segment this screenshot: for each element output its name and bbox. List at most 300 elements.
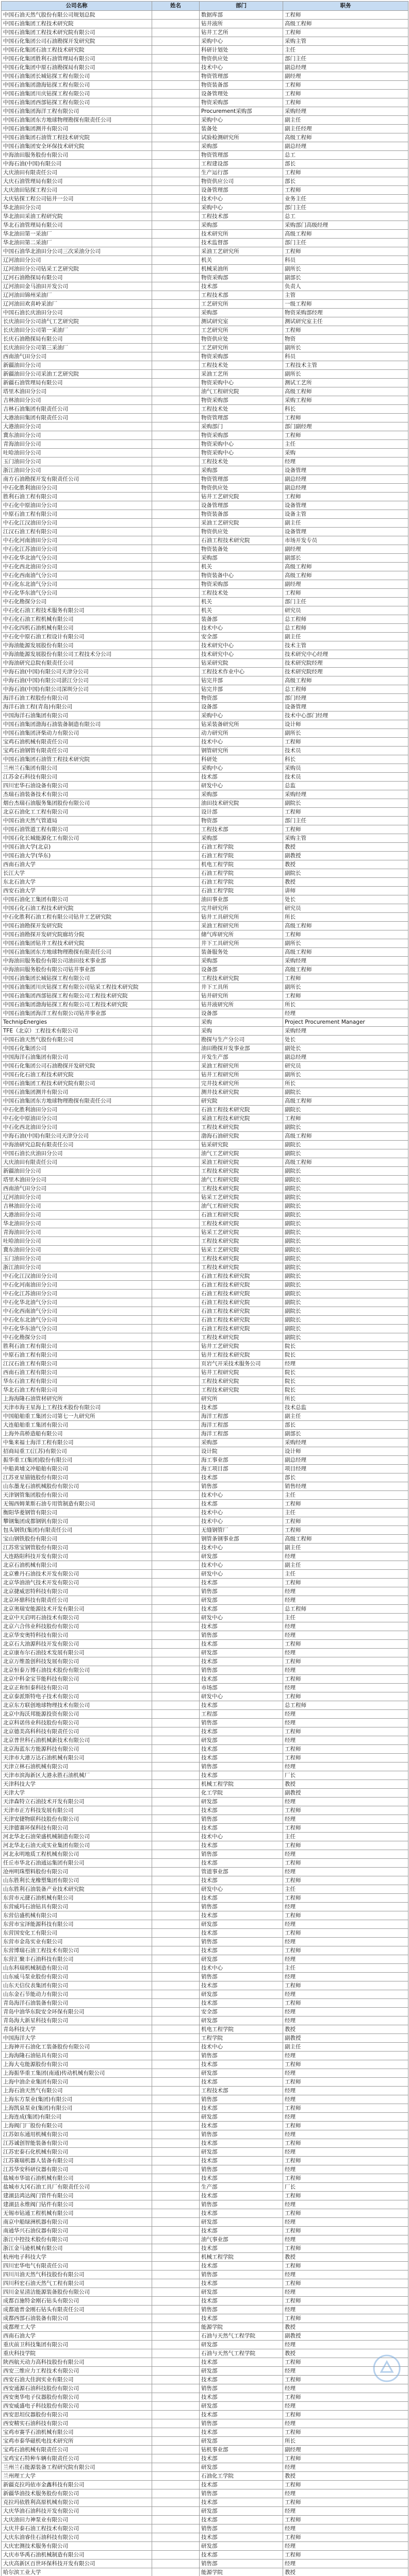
department-cell: 石油工程技术研究院: [200, 1106, 283, 1114]
department-cell: 工程技术研究院: [200, 1333, 283, 1342]
company-cell: 海洋石油工程股份有限公司: [2, 694, 152, 703]
position-cell: 经理: [283, 2463, 408, 2472]
company-cell: 江苏亚星锚链股份有限公司: [2, 1473, 152, 1482]
department-cell: 物资管理部: [200, 72, 283, 81]
position-cell: 经理: [283, 1736, 408, 1745]
table-row: [2, 1894, 408, 1903]
company-cell: 中国海洋大学: [2, 2034, 152, 2043]
company-cell: 大港油田分公司: [2, 1211, 152, 1219]
company-cell: 北京石油化工工程有限公司: [2, 808, 152, 817]
company-cell: 大庆华油石油科技开发有限公司: [2, 2507, 152, 2516]
department-cell: 技术部: [200, 2139, 283, 2148]
name-cell: [152, 1552, 200, 1561]
name-cell: [152, 63, 200, 72]
company-cell: 大庆市华禹石油机械制造有限公司: [2, 2551, 152, 2560]
position-cell: 工程师: [283, 1929, 408, 1938]
name-cell: [152, 1228, 200, 1237]
position-cell: 部门主任: [283, 817, 408, 825]
table-row: [2, 335, 408, 344]
table-row: [2, 589, 408, 598]
table-row: [2, 1824, 408, 1833]
table-row: [2, 1631, 408, 1640]
department-cell: 销售部: [200, 2052, 283, 2060]
table-row: [2, 1456, 408, 1465]
department-cell: 物资装备中心: [200, 571, 283, 580]
company-cell: 中海石油(中国)有限公司: [2, 160, 152, 168]
table-row: [2, 352, 408, 361]
department-cell: 钻井工艺所: [200, 28, 283, 37]
position-cell: 设备管理: [283, 501, 408, 510]
name-cell: [152, 1438, 200, 1447]
company-cell: 塔里木油田分公司: [2, 387, 152, 396]
table-row: [2, 1911, 408, 1920]
table-row: [2, 2016, 408, 2025]
name-cell: [152, 1001, 200, 1009]
company-cell: 北京中科金宝节能科技有限公司: [2, 1675, 152, 1684]
table-row: [2, 2139, 408, 2148]
department-cell: 石油工程学院: [200, 852, 283, 860]
table-row: [2, 843, 408, 852]
name-cell: [152, 1202, 200, 1211]
name-cell: [152, 2025, 200, 2034]
name-cell: [152, 1325, 200, 1333]
position-cell: 副院长: [283, 869, 408, 878]
position-cell: 副教授: [283, 1789, 408, 1798]
company-cell: 浙江油田分公司: [2, 466, 152, 475]
department-cell: 研发部: [200, 1736, 283, 1745]
department-cell: 销售部: [200, 1973, 283, 1981]
table-row: [2, 1841, 408, 1850]
position-cell: 副所长: [283, 344, 408, 352]
department-cell: 技术部: [200, 2411, 283, 2419]
table-row: [2, 554, 408, 563]
department-cell: 技术部: [200, 2060, 283, 2069]
position-cell: 采购经理: [283, 790, 408, 799]
company-cell: 天津科技大学: [2, 1780, 152, 1789]
department-cell: 采购部: [200, 957, 283, 965]
company-cell: 北京中天启明石油技术有限公司: [2, 1614, 152, 1622]
position-cell: 教授: [283, 2025, 408, 2034]
company-cell: 长江大学: [2, 869, 152, 878]
department-cell: 试验检测研究所: [200, 133, 283, 142]
department-cell: 技术部: [200, 2157, 283, 2165]
name-cell: [152, 2481, 200, 2489]
department-cell: 采油工程研究所: [200, 922, 283, 930]
name-cell: [152, 1088, 200, 1097]
position-cell: 所长: [283, 913, 408, 922]
department-cell: 油气工程研究院: [200, 1202, 283, 1211]
department-cell: 工艺研究所: [200, 300, 283, 309]
department-cell: 工程技术作业中心: [200, 668, 283, 676]
table-row: [2, 2428, 408, 2437]
company-cell: 兰州兰石集团有限公司: [2, 764, 152, 773]
company-cell: 河北永明地质工程机械有限公司: [2, 1850, 152, 1859]
position-cell: 副院长: [283, 1272, 408, 1281]
department-cell: 科研处: [200, 755, 283, 764]
table-row: [2, 755, 408, 764]
company-cell: 重庆前卫科技集团有限公司: [2, 2341, 152, 2349]
name-cell: [152, 2498, 200, 2507]
name-cell: [152, 1193, 200, 1202]
table-row: [2, 2463, 408, 2472]
company-cell: 中国石油华北油田分公司三次采油分公司: [2, 247, 152, 256]
position-cell: 教授: [283, 2568, 408, 2576]
company-cell: 山东胜利石油装备产业技术研究院: [2, 1885, 152, 1894]
company-cell: 吐哈油田分公司: [2, 449, 152, 457]
company-cell: 中国石油长庆油田分公司: [2, 1149, 152, 1158]
position-cell: 副所长: [283, 939, 408, 948]
position-cell: 工程师: [283, 930, 408, 939]
company-cell: 新疆石油管理局有限公司: [2, 379, 152, 387]
position-cell: 工程师: [283, 2533, 408, 2542]
department-cell: 工艺研究所: [200, 344, 283, 352]
name-cell: [152, 2174, 200, 2183]
name-cell: [152, 1044, 200, 1053]
company-cell: 上海连成(集团)有限公司: [2, 2113, 152, 2122]
department-cell: 设备部: [200, 965, 283, 974]
position-cell: 经理: [283, 2095, 408, 2104]
company-cell: 江苏诚创智能装备有限公司: [2, 2139, 152, 2148]
table-row: [2, 2306, 408, 2314]
department-cell: 物资管理部: [200, 475, 283, 484]
name-cell: [152, 965, 200, 974]
table-row: [2, 676, 408, 685]
position-cell: 高级工程师: [283, 676, 408, 685]
company-cell: 上海凯泉泵业(集团)有限公司: [2, 2104, 152, 2113]
department-cell: 物资管理部: [200, 151, 283, 160]
department-cell: 油气工程研究院: [200, 387, 283, 396]
department-cell: 石油工程技术研究院: [200, 1281, 283, 1290]
table-row: [2, 1876, 408, 1885]
name-cell: [152, 2087, 200, 2095]
department-cell: 钻完井部: [200, 676, 283, 685]
department-cell: 销售部: [200, 2165, 283, 2174]
company-cell: 中海油能源发展股份有限公司: [2, 641, 152, 650]
company-cell: 胜利石油工程有限公司: [2, 493, 152, 501]
company-cell: 青岛中油华东院安全环保有限公司: [2, 2008, 152, 2016]
company-cell: 江苏金石科技有限公司: [2, 773, 152, 782]
company-cell: 中国石化集团公司石油勘探开发研究院: [2, 37, 152, 46]
company-cell: 中国石油天然气管道局: [2, 817, 152, 825]
department-cell: 管道事业部: [200, 1868, 283, 1876]
company-cell: 西安精实石油科技有限公司: [2, 2419, 152, 2428]
position-cell: 院长: [283, 1386, 408, 1395]
company-cell: 吐哈油田分公司: [2, 1237, 152, 1246]
company-cell: 华北油田分公司: [2, 1219, 152, 1228]
table-row: [2, 186, 408, 195]
position-cell: 工程师: [283, 2314, 408, 2323]
company-cell: 中国石油管道工程有限公司: [2, 825, 152, 834]
name-cell: [152, 2419, 200, 2428]
company-cell: 中石化中原油田分公司: [2, 501, 152, 510]
position-cell: 工程师: [283, 2262, 408, 2270]
table-row: [2, 1885, 408, 1894]
table-row: [2, 1088, 408, 1097]
table-row: [2, 782, 408, 790]
position-cell: 经理: [283, 1622, 408, 1631]
table-row: [2, 659, 408, 668]
table-row: [2, 466, 408, 475]
name-cell: [152, 2507, 200, 2516]
position-cell: 讲师: [283, 887, 408, 895]
table-row: [2, 107, 408, 116]
position-cell: 总工: [283, 212, 408, 221]
company-cell: 中国石油集团东方地球物理勘探有限责任公司: [2, 116, 152, 125]
name-cell: [152, 2122, 200, 2130]
company-cell: 河北华北石油天成实业集团有限公司: [2, 1841, 152, 1850]
name-cell: [152, 878, 200, 887]
position-cell: 测试研究室主任: [283, 317, 408, 326]
table-row: [2, 1657, 408, 1666]
company-cell: 北京环鼎科技有限责任公司: [2, 1596, 152, 1605]
position-cell: 副主任: [283, 1561, 408, 1570]
table-row: [2, 895, 408, 904]
table-row: [2, 957, 408, 965]
position-cell: 技术员: [283, 773, 408, 782]
table-row: [2, 1036, 408, 1044]
department-cell: 研发部: [200, 2542, 283, 2551]
position-cell: 工程师: [283, 81, 408, 90]
company-cell: TechnipEnergies: [2, 1018, 152, 1027]
department-cell: 技术部: [200, 1727, 283, 1736]
position-cell: 工程师: [283, 1946, 408, 1955]
department-cell: 钻机事业部: [200, 2446, 283, 2454]
table-row: [2, 1009, 408, 1018]
department-cell: 采油工艺所: [200, 370, 283, 379]
department-cell: 销售部: [200, 2560, 283, 2568]
position-cell: 教授: [283, 860, 408, 869]
name-cell: [152, 370, 200, 379]
name-cell: [152, 2516, 200, 2524]
position-cell: 院长: [283, 1342, 408, 1351]
position-cell: 所长: [283, 1395, 408, 1403]
position-cell: 工程师: [283, 2227, 408, 2235]
department-cell: 技术部: [200, 1894, 283, 1903]
name-cell: [152, 291, 200, 300]
position-cell: 工程师: [283, 28, 408, 37]
position-cell: 主任: [283, 1491, 408, 1500]
name-cell: [152, 1167, 200, 1176]
table-row: [2, 580, 408, 589]
company-cell: 山东胜利长龙橡塑集团有限公司: [2, 1876, 152, 1885]
company-cell: 吉林石油集团有限责任公司: [2, 405, 152, 414]
company-cell: 北京泰派斯特电子技术有限公司: [2, 1692, 152, 1701]
department-cell: 石油工程技术研究院: [200, 1298, 283, 1307]
company-cell: 中原石油工程有限公司: [2, 1351, 152, 1360]
name-cell: [152, 2043, 200, 2052]
company-cell: 中原石油工程有限公司: [2, 510, 152, 519]
department-cell: 技术中心: [200, 1964, 283, 1973]
name-cell: [152, 2297, 200, 2306]
table-row: [2, 204, 408, 212]
position-cell: 高级工程师: [283, 965, 408, 974]
department-cell: 技术部: [200, 2174, 283, 2183]
table-row: [2, 2349, 408, 2358]
company-cell: 江苏赛瑞机器人装备有限公司: [2, 2157, 152, 2165]
name-cell: [152, 2104, 200, 2113]
company-cell: 西安奥华电子仪器股份有限公司: [2, 2393, 152, 2402]
table-row: [2, 1736, 408, 1745]
position-cell: 副所长: [283, 265, 408, 274]
department-cell: 油田勘探开发事业部: [200, 1044, 283, 1053]
department-cell: 钻采工艺研究院: [200, 1246, 283, 1255]
table-row: [2, 457, 408, 466]
name-cell: [152, 1360, 200, 1368]
position-cell: 工程技术主管: [283, 361, 408, 370]
table-row: [2, 1526, 408, 1535]
table-row: [2, 1281, 408, 1290]
name-cell: [152, 1657, 200, 1666]
department-cell: 技术部: [200, 2358, 283, 2367]
name-cell: [152, 843, 200, 852]
company-cell: 中海石油(中国)有限公司天津分公司: [2, 1132, 152, 1141]
name-cell: [152, 790, 200, 799]
department-cell: 技术部: [200, 2279, 283, 2288]
department-cell: 技术研究中心: [200, 650, 283, 659]
company-cell: 宝鸡石油机械有限责任公司: [2, 2446, 152, 2454]
company-cell: 中国石油集团长城钻探工程有限公司: [2, 974, 152, 983]
table-row: [2, 2130, 408, 2139]
table-row: [2, 738, 408, 747]
position-cell: 工程师: [283, 2516, 408, 2524]
company-cell: 中国石油集团工程技术研究院有限公司: [2, 1079, 152, 1088]
company-cell: 中国石油集团工程技术研究院: [2, 20, 152, 28]
company-cell: 中石化中原油田分公司: [2, 1114, 152, 1123]
position-cell: 经理: [283, 2008, 408, 2016]
company-cell: 山东科瑞机械制造有限公司: [2, 1964, 152, 1973]
company-cell: 长庆油田分公司油气工艺研究院: [2, 317, 152, 326]
name-cell: [152, 1447, 200, 1456]
table-row: [2, 764, 408, 773]
name-cell: [152, 834, 200, 843]
position-cell: 高级工程师: [283, 571, 408, 580]
department-cell: 工程技术研究院: [200, 974, 283, 983]
position-cell: 工程师: [283, 2297, 408, 2306]
department-cell: 钻井液所: [200, 20, 283, 28]
company-cell: 中国石油集团渤海石油装备制造有限公司: [2, 720, 152, 729]
company-cell: 玉门油田分公司: [2, 457, 152, 466]
department-cell: 工程技术研究院: [200, 1184, 283, 1193]
company-cell: 中石化东北油气分公司: [2, 1316, 152, 1325]
table-row: [2, 309, 408, 317]
position-cell: 设备管理: [283, 466, 408, 475]
name-cell: [152, 1430, 200, 1438]
name-cell: [152, 1526, 200, 1535]
name-cell: [152, 317, 200, 326]
company-cell: 中国石化集团公司石油勘探开发研究院: [2, 1062, 152, 1071]
name-cell: [152, 1798, 200, 1806]
table-row: [2, 55, 408, 63]
name-cell: [152, 554, 200, 563]
table-row: [2, 1745, 408, 1754]
position-cell: 经理: [283, 1552, 408, 1561]
position-cell: 经理: [283, 2016, 408, 2025]
table-row: [2, 2052, 408, 2060]
position-cell: 主任: [283, 1833, 408, 1841]
table-row: [2, 2454, 408, 2463]
position-cell: 副院长: [283, 1088, 408, 1097]
department-cell: 物资装备部: [200, 81, 283, 90]
name-cell: [152, 361, 200, 370]
name-cell: [152, 20, 200, 28]
position-cell: 高级工程师: [283, 563, 408, 571]
table-row: [2, 247, 408, 256]
department-cell: 技术部: [200, 1622, 283, 1631]
company-cell: 华北油田第一采油厂: [2, 230, 152, 239]
table-row: [2, 37, 408, 46]
department-cell: 物资采购中心: [200, 449, 283, 457]
position-cell: 科长: [283, 755, 408, 764]
position-cell: 副部长: [283, 274, 408, 282]
name-cell: [152, 204, 200, 212]
department-cell: 装备处: [200, 125, 283, 133]
department-cell: 物资采购部: [200, 98, 283, 107]
table-row: [2, 545, 408, 554]
position-cell: 副所长: [283, 370, 408, 379]
position-cell: 高级工程师: [283, 922, 408, 930]
table-row: [2, 1290, 408, 1298]
department-cell: 研发部: [200, 1649, 283, 1657]
department-cell: 机关: [200, 606, 283, 615]
position-cell: 经理: [283, 2130, 408, 2139]
name-cell: [152, 2533, 200, 2542]
name-cell: [152, 2306, 200, 2314]
position-cell: 经理: [283, 1360, 408, 1368]
table-row: [2, 1403, 408, 1412]
position-cell: 经理: [283, 2507, 408, 2516]
company-cell: 北京捷威思特科技有限公司: [2, 1587, 152, 1596]
position-cell: 工程师: [283, 1999, 408, 2008]
name-cell: [152, 974, 200, 983]
department-cell: 采购部: [200, 554, 283, 563]
position-cell: 部长: [283, 177, 408, 186]
table-row: [2, 1325, 408, 1333]
department-cell: 研发部: [200, 1920, 283, 1929]
department-cell: 工程部: [200, 1710, 283, 1719]
table-row: [2, 1202, 408, 1211]
company-cell: 天津市滨海新区大港永胜石油机械厂: [2, 1771, 152, 1780]
company-cell: 华北油田分公司: [2, 204, 152, 212]
name-cell: [152, 659, 200, 668]
company-cell: 新疆油田分公司: [2, 361, 152, 370]
position-cell: 总监: [283, 782, 408, 790]
company-cell: 中国石油集团安全环保技术研究院: [2, 142, 152, 151]
department-cell: 石油工程技术研究院: [200, 1307, 283, 1316]
company-cell: 辽河油田金马油田开发公司: [2, 282, 152, 291]
company-cell: TFE（北京）工程技术有限公司: [2, 1027, 152, 1036]
position-cell: 副院长: [283, 799, 408, 808]
table-row: [2, 177, 408, 186]
department-cell: 技术部: [200, 1579, 283, 1587]
department-cell: 技术部: [200, 1605, 283, 1614]
position-cell: 技术总监: [283, 1403, 408, 1412]
table-row: [2, 694, 408, 703]
table-row: [2, 2297, 408, 2306]
position-cell: 工程师: [283, 2498, 408, 2507]
company-cell: 兰州理工大学: [2, 2472, 152, 2481]
department-cell: 机电工程学院: [200, 2025, 283, 2034]
department-cell: 技术部: [200, 2297, 283, 2306]
department-cell: 物资供应处: [200, 55, 283, 63]
name-cell: [152, 1036, 200, 1044]
position-cell: 经理: [283, 2200, 408, 2209]
company-cell: 东营信盛机械有限公司: [2, 1911, 152, 1920]
company-cell: 大庆油田力神泵业有限公司: [2, 2516, 152, 2524]
company-cell: 中国石油集团工程技术研究院有限公司: [2, 28, 152, 37]
table-row: [2, 344, 408, 352]
company-cell: 中国石油集团测井有限公司: [2, 1088, 152, 1097]
position-cell: 部长: [283, 160, 408, 168]
